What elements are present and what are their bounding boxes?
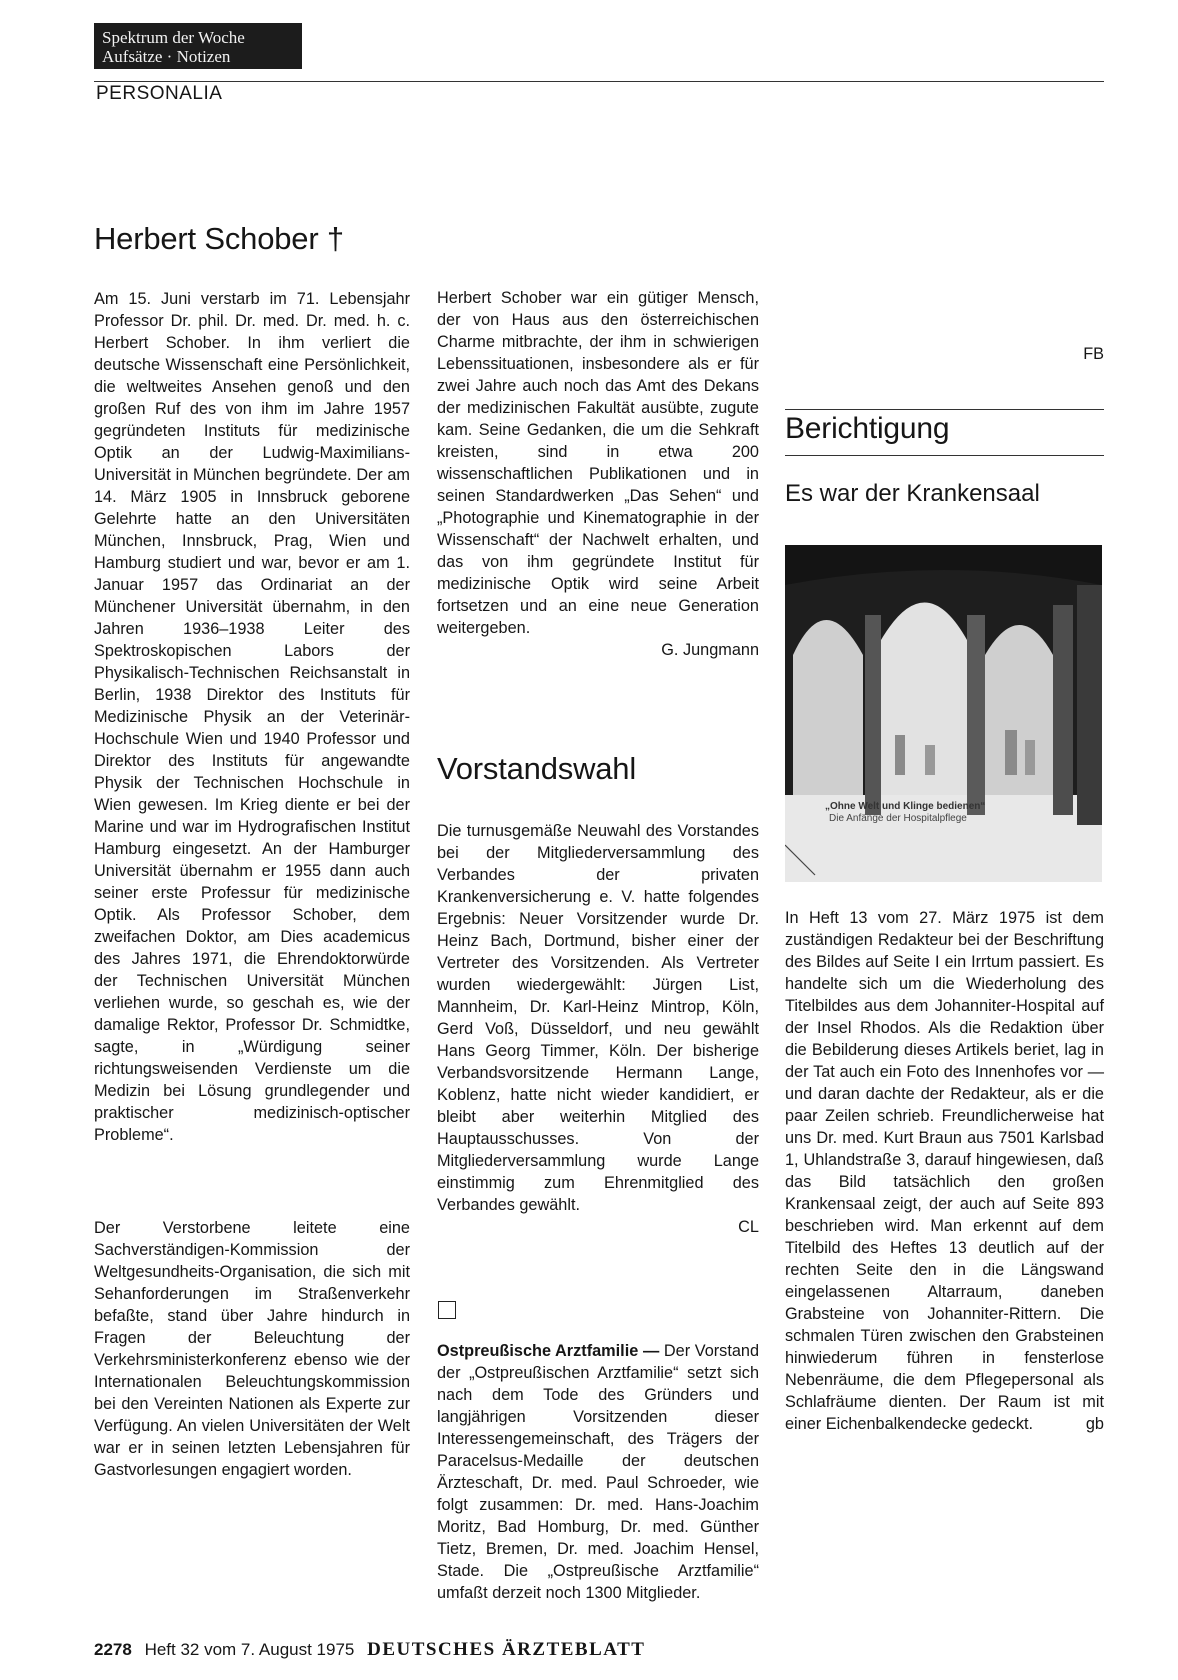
square-separator-icon xyxy=(438,1301,456,1319)
page-number: 2278 xyxy=(94,1640,132,1659)
berichtigung-bottom-rule xyxy=(785,455,1104,456)
krankensaal-photo xyxy=(785,545,1102,882)
hall-arches-image xyxy=(785,545,1102,882)
rubric-line-1: Spektrum der Woche xyxy=(102,28,245,47)
arztfamilie-dash: — xyxy=(642,1342,660,1360)
arztfamilie-article xyxy=(437,1340,759,1604)
column-2 xyxy=(437,287,759,661)
arztfamilie-signoff xyxy=(785,343,1104,365)
vorstandswahl-author: CL xyxy=(738,1218,759,1236)
berichtigung-article xyxy=(785,907,1104,1435)
arztfamilie-author: FB xyxy=(1083,345,1104,363)
obituary-paragraph-1: Am 15. Juni verstarb im 71. Lebensjahr Professor Dr. phil. Dr. med. Dr. med. h. c. Herbert Schober. In ihm verliert die deutsche Wissenschaft eine Persönlichkeit, die weltweites Ansehen genoß und den großen Ruf des von ihm im Jahre 1957 gegründeten Instituts für medizinische Optik an der Ludwig-Maximilians-Universität in München begründete. Der am 14. März 1905 in Innsbruck geborene Gelehrte hatte an den Universitäten München, Innsbruck, Prag, Wien und Hamburg studiert und war, bevor er am 1. Januar 1957 das Ordinariat an der Münchener Universität übernahm, in den Jahren 1936–1938 Leiter des Spektroskopischen Labors der Physikalisch-Technischen Reichsanstalt in Berlin, 1938 Direktor des Instituts für Medizinische Physik an der Veterinär-Hochschule Wien und 1940 Professor und Direktor des Instituts für angewandte Physik der Technischen Hochschule in Wien gewesen. Im Krieg diente er bei der Marine und war im Hydrografischen Institut Hamburg eingesetzt. An der Hamburger Universität übernahm er 1955 dann auch seiner erste Professur für medizinische Optik. Als Professor Schober, dem zweifachen Doktor, am Dies academicus des Jahres 1971, die Ehrendoktorwürde der Technischen Universität München verliehen wurde, so geschah es, wie der damalige Rektor, Professor Dr. Schmidtke, sagte, in „Würdigung seiner richtungsweisenden Verdienste um die Medizin bei Lösung grundlegender und praktischer medizinisch-optischer Probleme“. xyxy=(94,290,410,1144)
vorstandswahl-body: Die turnusgemäße Neuwahl des Vorstandes bei der Mitgliederversammlung des Verbandes der privaten Krankenversicherung e. V. hatte folgendes Ergebnis: Neuer Vorsitzender wurde Dr. Heinz Bach, Dortmund, bisher einer der Vertreter des Vorsitzenden. Als Vertreter wurden wiedergewählt: Jürgen List, Mannheim, Dr. Karl-Heinz Mintrop, Köln, Gerd Voß, Düsseldorf, und neu gewählt Hans Georg Timmer, Köln. Der bisherige Verbandsvorsitzende Hermann Lange, Koblenz, hatte nicht wieder kandidiert, er bleibt aber weiterhin Mitglied des Hauptausschusses. Von der Mitgliederversammlung wurde Lange einstimmig zum Ehrenmitglied des Verbandes gewählt. xyxy=(437,822,759,1214)
berichtigung-author: gb xyxy=(1085,1415,1104,1433)
magazine-name: DEUTSCHES ÄRZTEBLATT xyxy=(367,1639,646,1660)
photo-caption-1: „Ohne Welt und Klinge bedienen“ xyxy=(825,801,986,812)
berichtigung-subtitle: Es war der Krankensaal xyxy=(785,480,1040,507)
issue-info: Heft 32 vom 7. August 1975 xyxy=(144,1640,355,1659)
arztfamilie-body: Der Vorstand der „Ostpreußischen Arztfamilie“ setzt sich nach dem Tode des Gründers und langjährigen Vorsitzenden dieser Interessengemeinschaft, des Trägers der Paracelsus-Medaille der deutschen Ärzteschaft, Dr. med. Paul Schroeder, wie folgt zusammen: Dr. med. Hans-Joachim Moritz, Bad Homburg, Dr. med. Günther Tietz, Bremen, Dr. med. Joachim Hensel, Stade. Die „Ostpreußische Arztfamilie“ umfaßt derzeit noch 1300 Mitglieder. xyxy=(437,1342,760,1602)
berichtigung-header xyxy=(785,412,1104,446)
obituary-author: G. Jungmann xyxy=(661,641,759,659)
page-footer xyxy=(94,1639,645,1661)
column-1 xyxy=(94,222,410,1167)
rubric-badge xyxy=(94,23,302,69)
header-rule xyxy=(94,81,1104,82)
rubric-line-2: Aufsätze · Notizen xyxy=(102,47,231,66)
article-title-vorstandswahl: Vorstandswahl xyxy=(437,751,637,786)
photo-caption-2: Die Anfänge der Hospitalpflege xyxy=(829,813,967,824)
section-title: PERSONALIA xyxy=(96,83,223,104)
obituary-paragraph-3: Herbert Schober war ein gütiger Mensch, der von Haus aus den österreichischen Charme mitbrachte, der ihm in schwierigen Lebenssituationen, insbesondere als er für zwei Jahre auch noch das Amt des Dekans der medizinischen Fakultät ausübte, zugute kam. Seine Gedanken, die um die Sehkraft kreisten, sind in etwa 200 wissenschaftlichen Publikationen und in seinen Standardwerken „Das Sehen“ und „Photographie und Kinematographie in der Wissenschaft“ der Nachwelt erhalten, und das von ihm gegründete Institut für medizinische Optik wird seine Arbeit fortsetzen und an eine neue Generation weitergeben. xyxy=(437,289,759,637)
vorstandswahl-article xyxy=(437,752,759,1238)
article-title-schober: Herbert Schober † xyxy=(94,221,344,256)
arztfamilie-runin-title: Ostpreußische Arztfamilie xyxy=(437,1342,639,1360)
article-title-berichtigung: Berichtigung xyxy=(785,412,950,445)
obituary-paragraph-2: Der Verstorbene leitete eine Sachverständigen-Kommission der Weltgesundheits-Organisation, die sich mit Sehanforderungen im Straßenverkehr befaßte, stand über Jahre hindurch in Fragen der Beleuchtung der Verkehrsministerkonferenz ebenso wie der Internationalen Beleuchtungskommission bei den Vereinten Nationen als Experte zur Verfügung. An vielen Universitäten der Welt war er in seinen letzten Lebensjahren für Gastvorlesungen engagiert worden. xyxy=(94,1219,410,1479)
column-1-bottom xyxy=(94,1217,410,1502)
berichtigung-top-rule xyxy=(785,409,1104,410)
berichtigung-body: In Heft 13 vom 27. März 1975 ist dem zuständigen Redakteur bei der Beschriftung des Bildes auf Seite I ein Irrtum passiert. Es handelte sich um die Wiederholung des Titelbildes aus dem Johanniter-Hospital auf der Insel Rhodos. Als die Redaktion über die Bebilderung dieses Artikels beriet, lag in der Tat auch ein Foto des Innenhofes vor — und daran dachte der Redakteur, als er die paar Zeilen schrieb. Freundlicherweise hat uns Dr. med. Kurt Braun aus 7501 Karlsbad 1, Uhlandstraße 3, darauf hingewiesen, daß das Bild tatsächlich den großen Krankensaal zeigt, der auch auf Seite 893 beschrieben wird. Man erkennt auf dem Titelbild des Heftes 13 deutlich auf der rechten Seite den in die Längswand eingelassenen Altarraum, daneben Grabsteine von Johanniter-Rittern. Die schmalen Türen zwischen den Grabsteinen hinwiederum führen in fensterlose Nebenräume, die dem Pflegepersonal als Schlafräume dienten. Der Raum ist mit einer Eichenbalkendecke gedeckt. xyxy=(785,909,1104,1433)
